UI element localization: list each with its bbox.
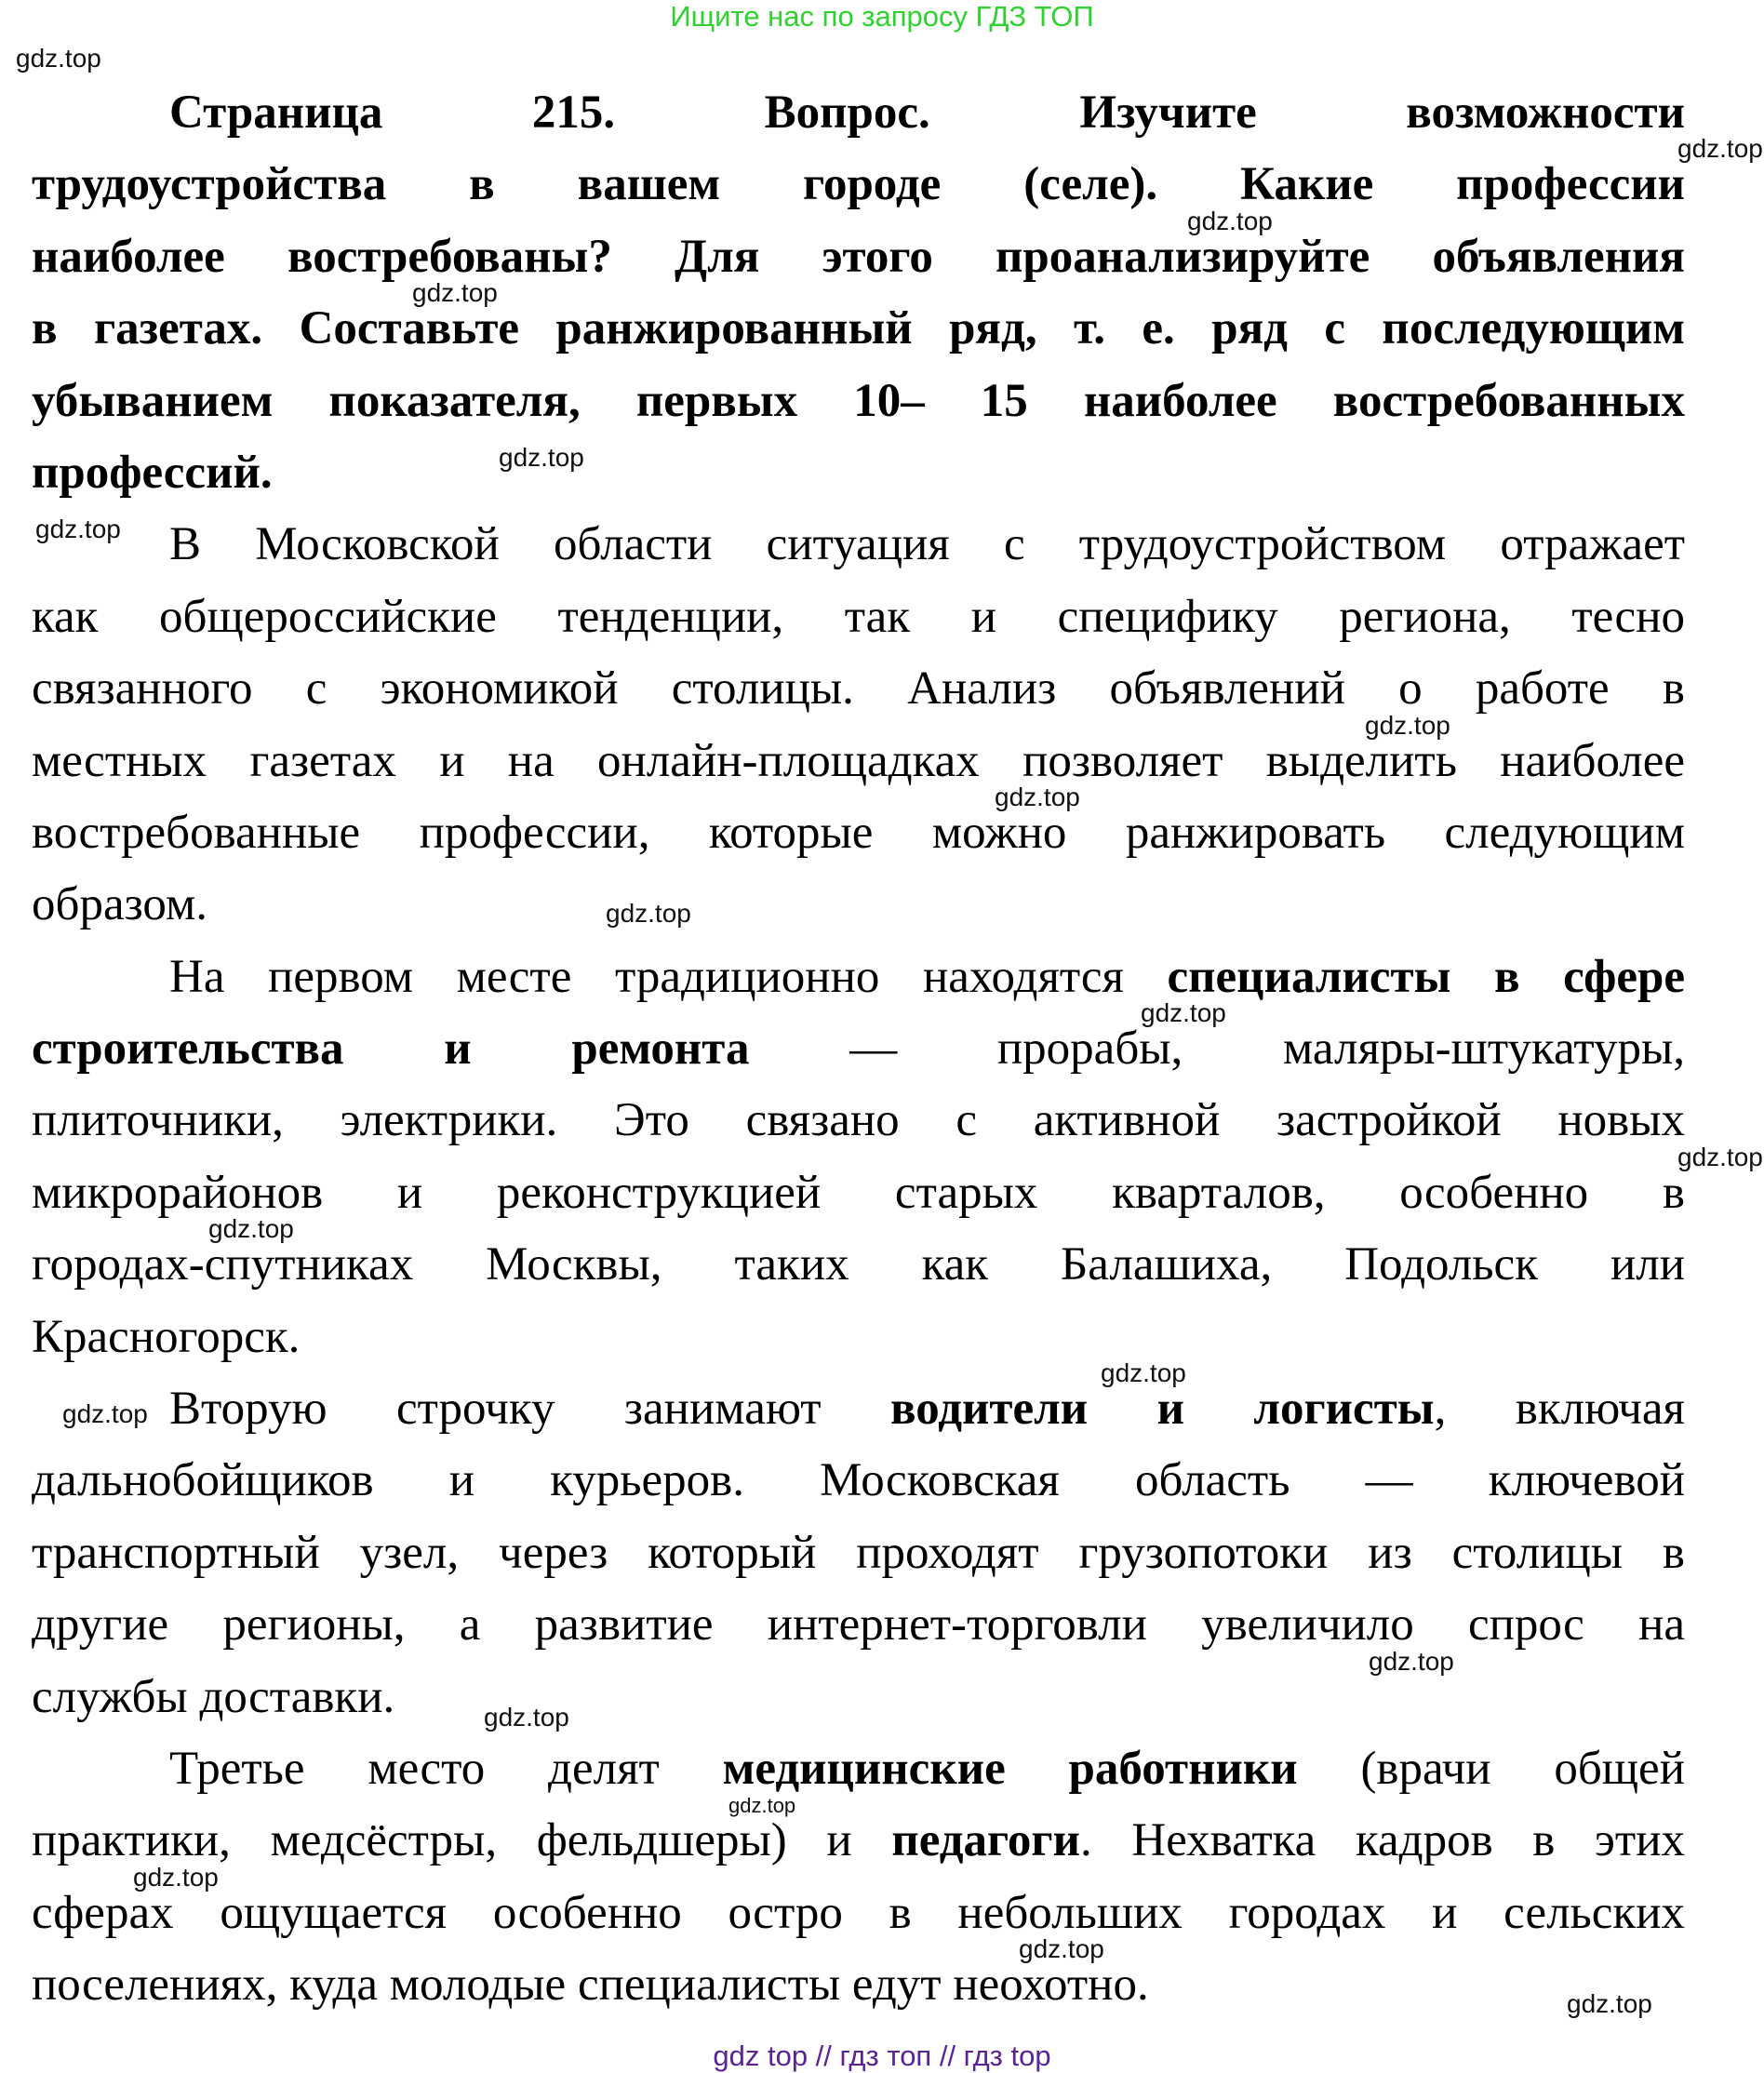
title-line: в газетах. Составьте ранжированный ряд, т. е. ряд с последующим [32, 302, 1685, 355]
text-segment: На первом месте традиционно находятся [169, 950, 1168, 1003]
text-line [32, 509, 1685, 581]
text-segment: востребованные профессии, которые можно ранжировать следующим [32, 806, 1685, 859]
watermark: gdz.top [1141, 998, 1226, 1027]
watermark: gdz.top [16, 44, 101, 73]
text-segment: Красногорск. [32, 1310, 301, 1363]
title-line: убыванием показателя, первых 10– 15 наиболее востребованных [32, 374, 1685, 427]
text-segment: поселениях, куда молодые специалисты едут неохотно. [32, 1959, 1149, 2012]
title-line: наиболее востребованы? Для этого проанализируйте объявления [32, 230, 1685, 283]
text-segment: практики, медсёстры, фельдшеры) и [32, 1814, 892, 1867]
title-line: профессий. [32, 446, 273, 499]
watermark: gdz.top [208, 1214, 294, 1243]
title-line: трудоустройства в вашем городе (селе). Какие профессии [32, 158, 1685, 211]
text-line [32, 1302, 1685, 1373]
text-segment: местных газетах и на онлайн-площадках позволяет выделить наиболее [32, 734, 1685, 787]
text-segment: . Нехватка кадров в этих [1079, 1814, 1686, 1867]
document-body [32, 77, 1685, 2022]
text-line [32, 797, 1685, 869]
highlighted-profession: специалисты в сфере [1167, 950, 1686, 1003]
watermark: gdz.top [995, 782, 1080, 811]
watermark: gdz.top [606, 899, 691, 928]
text-segment: городах-спутниках Москвы, таких как Балашиха, Подольск или [32, 1238, 1685, 1291]
text-line [32, 1373, 1685, 1445]
watermark: gdz.top [1677, 134, 1763, 163]
watermark: gdz.top [1101, 1358, 1186, 1387]
text-segment: образом. [32, 878, 207, 931]
text-line [32, 1518, 1685, 1589]
watermark: gdz.top [1567, 1989, 1652, 2018]
text-segment: службы доставки. [32, 1670, 395, 1723]
text-line [32, 1878, 1685, 1949]
text-segment: Третье место делят [169, 1742, 723, 1795]
question-title [32, 77, 1685, 509]
text-line [32, 942, 1685, 1013]
text-segment: сферах ощущается особенно остро в небольших городах и сельских [32, 1886, 1685, 1939]
watermark: gdz.top [62, 1399, 148, 1428]
text-segment: микрорайонов и реконструкцией старых кварталов, особенно в [32, 1166, 1685, 1219]
text-segment: дальнобойщиков и курьеров. Московская область — ключевой [32, 1454, 1685, 1507]
highlighted-profession: медицинские работники [722, 1742, 1298, 1795]
answer-paragraph [32, 1373, 1685, 1733]
text-line [32, 582, 1685, 653]
watermark: gdz.top [133, 1863, 219, 1892]
text-segment: транспортный узел, через который проходят грузопотоки из столицы в [32, 1526, 1685, 1579]
watermark: gdz.top [1187, 207, 1273, 235]
watermark: gdz.top [35, 515, 121, 543]
watermark: gdz.top [412, 278, 498, 307]
answer-paragraph [32, 1733, 1685, 2022]
text-segment: плиточники, электрики. Это связано с активной застройкой новых [32, 1094, 1685, 1147]
text-segment: связанного с экономикой столицы. Анализ объявлений о работе в [32, 662, 1685, 716]
text-segment: (врачи общей [1297, 1742, 1685, 1795]
text-segment: как общероссийские тенденции, так и специфику региона, тесно [32, 590, 1685, 643]
text-segment: — прорабы, маляры-штукатуры, [749, 1023, 1685, 1076]
text-segment: Вторую строчку занимают [169, 1383, 891, 1436]
answer-paragraph [32, 942, 1685, 1373]
text-line [32, 1445, 1685, 1517]
text-line [32, 1805, 1685, 1877]
text-line [32, 1733, 1685, 1805]
text-segment: другие регионы, а развитие интернет-торговли увеличило спрос на [32, 1598, 1685, 1652]
search-banner: Ищите нас по запросу ГДЗ ТОП [670, 0, 1094, 33]
text-segment: В Московской области ситуация с трудоустройством отражает [169, 518, 1685, 571]
text-line [32, 1949, 1685, 2021]
watermark: gdz.top [1365, 711, 1450, 740]
highlighted-profession: водители и логисты [890, 1383, 1435, 1436]
watermark: gdz.top [484, 1703, 569, 1732]
watermark: gdz.top [1019, 1934, 1104, 1963]
text-line [32, 869, 1685, 941]
highlighted-profession: строительства и ремонта [32, 1023, 750, 1076]
text-line [32, 1013, 1685, 1085]
text-line [32, 1085, 1685, 1157]
watermark: gdz.top [499, 443, 584, 472]
watermark: gdz.top [728, 1794, 796, 1817]
title-line: Страница 215. Вопрос. Изучите возможности [169, 87, 1685, 139]
watermark: gdz.top [1369, 1647, 1454, 1676]
footer-links: gdz top // гдз топ // гдз top [713, 2040, 1051, 2072]
text-segment: , включая [1434, 1383, 1685, 1436]
highlighted-profession: педагоги [891, 1814, 1080, 1867]
watermark: gdz.top [1677, 1143, 1763, 1171]
